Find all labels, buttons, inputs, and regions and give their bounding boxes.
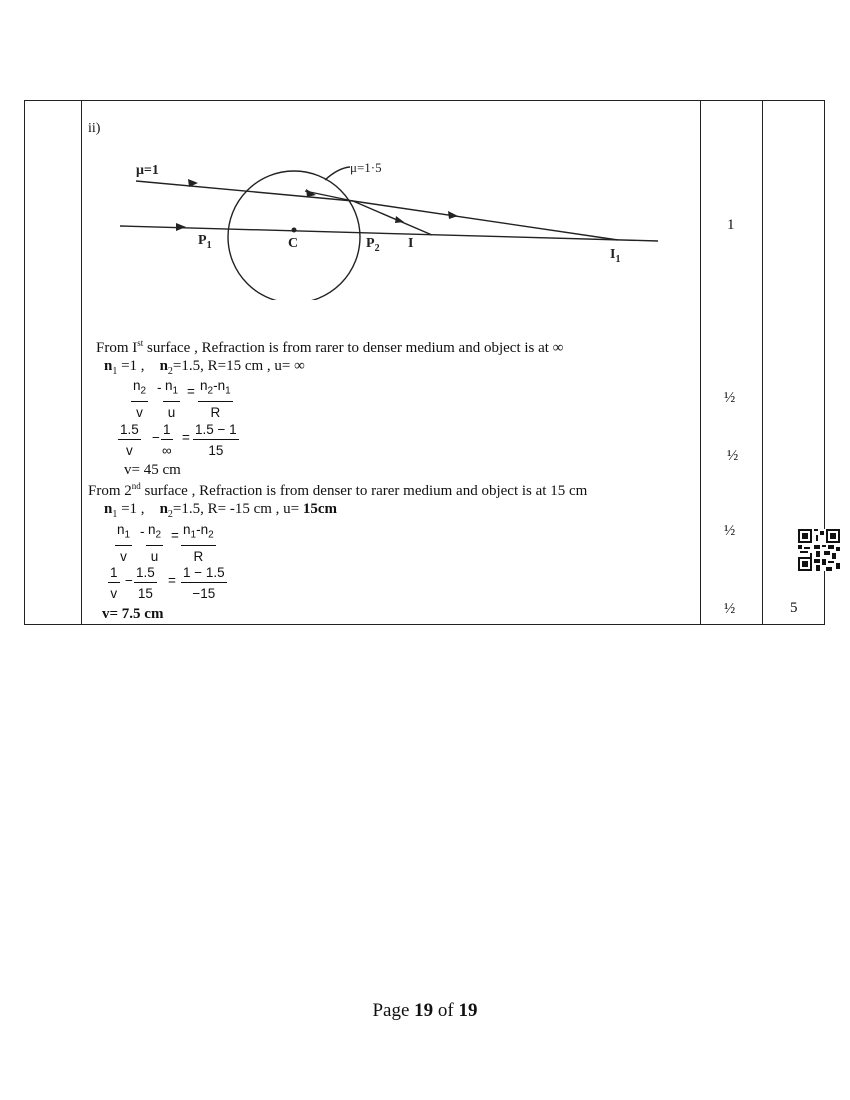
diagram-mark: 1 (727, 217, 735, 233)
formula2-term1: $\frac{n_1}{v}$ (117, 522, 131, 564)
incident-ray (136, 181, 353, 201)
mu-outside-label: μ=1 (136, 163, 159, 178)
subst2-term1: $\frac{1}{v}$ (110, 565, 118, 601)
equals-sign: = (182, 430, 190, 445)
p2-label: $P_2$ (366, 236, 380, 254)
column-divider (700, 101, 701, 624)
mark-half: ½ (727, 448, 739, 464)
formula1-term1: $\frac{n_2}{v}$ (133, 378, 147, 420)
equals-sign: = (187, 384, 195, 399)
surface1-givens: $n_1 =1$ , $n_2=1.5$, R=15 cm , u= ∞ (104, 358, 305, 377)
formula2-term2: $\frac{n_2}{u}$ (148, 522, 162, 564)
question-label: ii) (88, 121, 101, 136)
surface1-intro: From Ist surface , Refraction is from rarer to denser medium and object is at ∞ (96, 338, 564, 356)
column-divider (762, 101, 763, 624)
mark-half: ½ (724, 523, 736, 539)
surface1-result: v= 45 cm (124, 462, 181, 478)
minus-sign: − (125, 573, 133, 588)
subst1-rhs: $\frac{1.5 - 1}{15}$ (195, 422, 237, 458)
arrow-icon (395, 216, 404, 223)
surface2-givens: $n_1 =1$ , $n_2=1.5$, R= -15 cm , u= 15cm (104, 501, 338, 520)
qr-code (798, 529, 840, 571)
equals-sign: = (168, 573, 176, 588)
surface2-intro: From 2nd surface , Refraction is from denser to rarer medium and object is at 15 cm (88, 481, 588, 499)
equals-sign: = (171, 528, 179, 543)
mark-half: ½ (724, 390, 736, 406)
minus-sign: - (140, 524, 145, 539)
formula1-rhs: $\frac{n_2-n_1}{R}$ (200, 378, 231, 420)
minus-sign: − (152, 430, 160, 445)
p1-label: $P_1$ (198, 233, 212, 251)
formula2-rhs: $\frac{n_1-n_2}{R}$ (183, 522, 214, 564)
minus-sign: - (157, 380, 162, 395)
page-footer: Page 19 of 19 (372, 1000, 478, 1021)
subst1-term1: $\frac{1.5}{v}$ (120, 422, 139, 458)
total-marks: 5 (790, 600, 798, 616)
c-label: C (288, 236, 299, 251)
subst2-rhs: $\frac{1 - 1.5}{-15}$ (183, 565, 225, 601)
center-point (292, 228, 297, 233)
i1-label: $I_1$ (610, 247, 621, 265)
arrow-icon (176, 223, 186, 231)
mu-pointer-line (325, 167, 350, 180)
refraction-diagram (110, 150, 670, 300)
subst2-term2: $\frac{1.5}{15}$ (136, 565, 155, 601)
arrow-icon (448, 211, 458, 219)
i-label: I (408, 236, 414, 251)
mark-half: ½ (724, 601, 736, 617)
mu-sphere-label: μ=1·5 (350, 160, 382, 175)
column-divider (81, 101, 82, 624)
surface2-result: v= 7.5 cm (102, 606, 164, 622)
subst1-term2: 1 ∞ (161, 422, 172, 458)
formula1-term2: $\frac{n_1}{u}$ (165, 378, 179, 420)
extended-ray (353, 201, 432, 235)
